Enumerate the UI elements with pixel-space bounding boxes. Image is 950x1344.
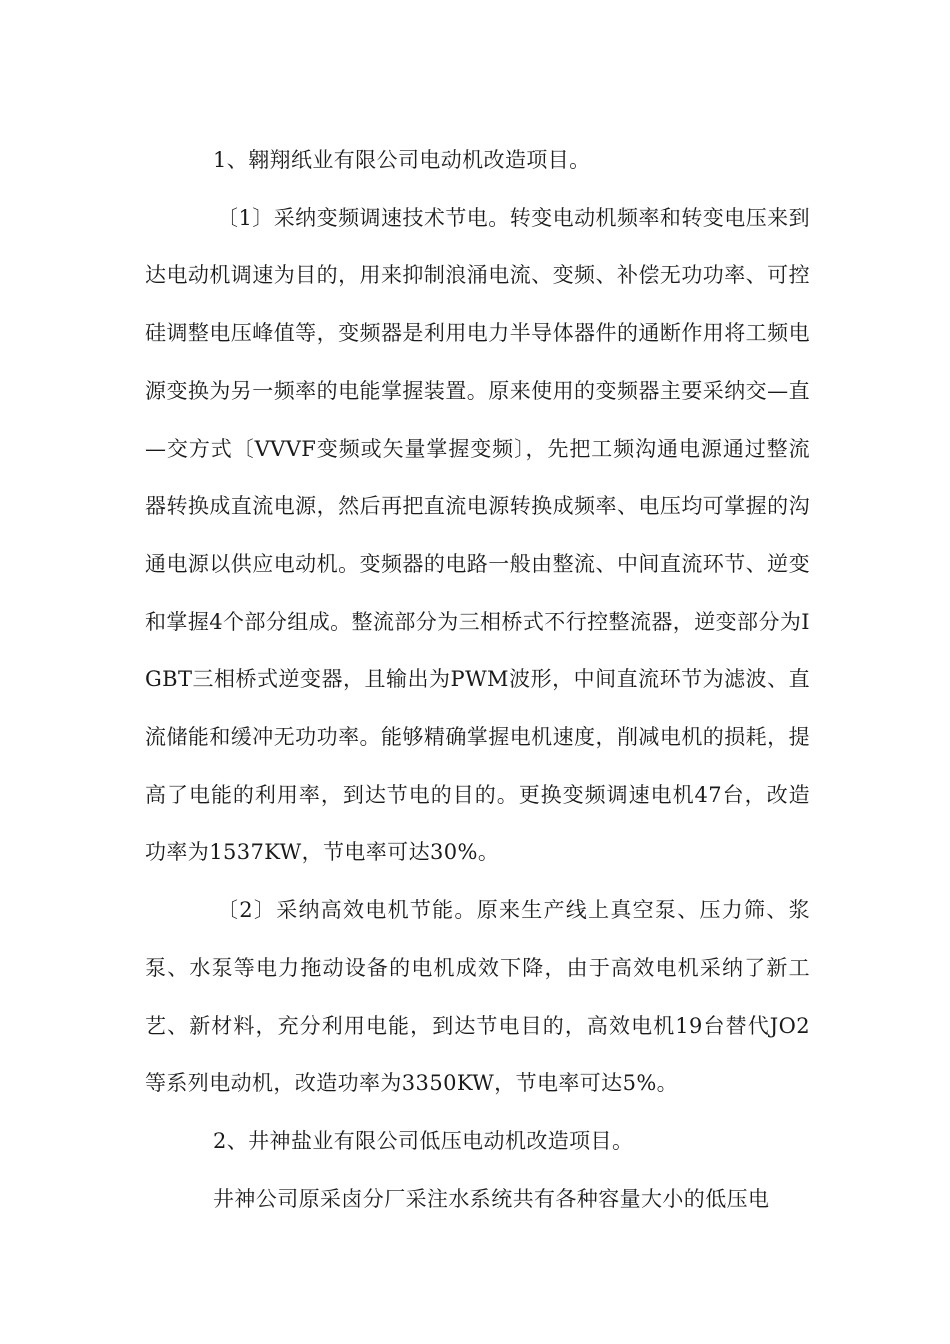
section-heading-1: 1、翱翔纸业有限公司电动机改造项目。 xyxy=(213,148,591,172)
paragraph-section-2-intro: 井神公司原采卤分厂采注水系统共有各种容量大小的低压电 xyxy=(213,1186,770,1211)
document-body xyxy=(145,132,810,1228)
paragraph-subsection-1: 〔1〕采纳变频调速技术节电。转变电动机频率和转变电压来到达电动机调速为目的，用来抑制浪涌电流、变频、补偿无功功率、可控硅调整电压峰值等，变频器是利用电力半导体器件的通断作用将工频电源变换为另一频率的电能掌握装置。原来使用的变频器主要采纳交—直—交方式〔VVVF变频或矢量掌握变频〕，先把工频沟通电源通过整流器转换成直流电源，然后再把直流电源转换成频率、电压均可掌握的沟通电源以供应电动机。变频器的电路一般由整流、中间直流环节、逆变和掌握4个部分组成。整流部分为三相桥式不行控整流器，逆变部分为IGBT三相桥式逆变器，且输出为PWM波形，中间直流环节为滤波、直流储能和缓冲无功功率。能够精确掌握电机速度，削减电机的损耗，提高了电能的利用率，到达节电的目的。更换变频调速电机47台，改造功率为1537KW，节电率可达30%。 xyxy=(145,205,810,865)
paragraph-subsection-2: 〔2〕采纳高效电机节能。原来生产线上真空泵、压力筛、浆泵、水泵等电力拖动设备的电机成效下降，由于高效电机采纳了新工艺、新材料，充分利用电能，到达节电目的，高效电机19台替代JO2等系列电动机，改造功率为3350KW，节电率可达5%。 xyxy=(145,898,810,1096)
section-heading-2: 2、井神盐业有限公司低压电动机改造项目。 xyxy=(213,1128,634,1153)
